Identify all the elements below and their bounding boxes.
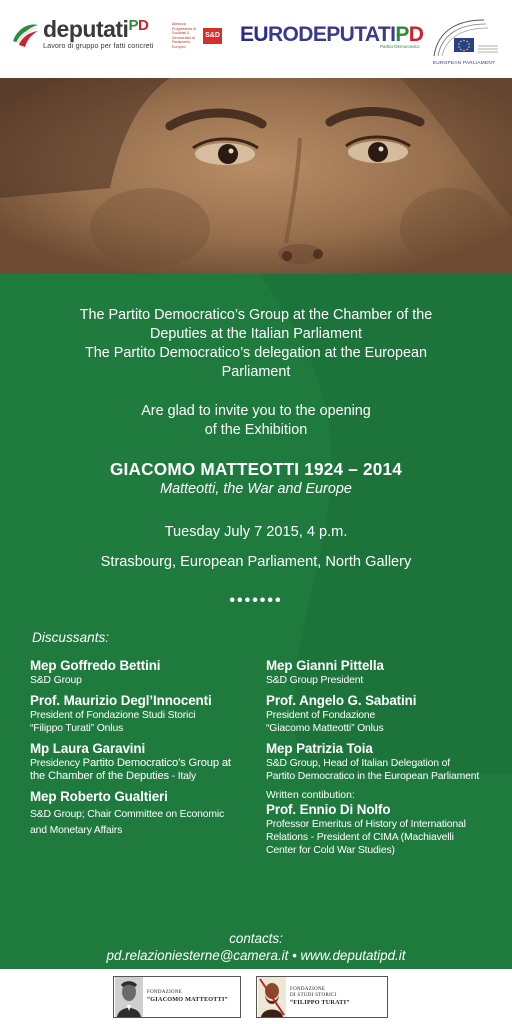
discussant-role: “Filippo Turati” Onlus [30,723,124,734]
discussant-sabatini [266,693,506,735]
european-parliament-label: EUROPEAN PARLIAMENT [432,61,496,66]
invite-line-1: Are glad to invite you to the opening [141,403,371,419]
invitation-panel [0,274,512,969]
sd-logo-box: S&D [203,28,222,44]
discussant-name: Mep Goffredo Bettini [30,658,161,673]
italian-flag-swoosh-icon [10,19,40,49]
matteotti-photo-icon [115,977,143,1017]
deputati-tagline: Lavoro di gruppo per fatti concreti [43,41,154,50]
event-date: Tuesday July 7 2015, 4 p.m. [164,524,348,540]
exhibition-title: GIACOMO MATTEOTTI 1924 – 2014 [109,459,402,479]
fondazione-matteotti-logo [113,976,241,1018]
discussant-role: S&D Group, Head of Italian Delegation of [266,758,451,769]
contacts-line[interactable]: pd.relazioniesterne@camera.it • www.deputatipd.it [106,948,406,963]
invite-line-2: of the Exhibition [204,422,308,438]
discussant-role: S&D Group [30,675,82,686]
discussants-right-column [266,658,506,863]
sd-logo-text: Alleanza Progressista di Socialisti & Democratici al Parlamento Europeo [172,22,196,49]
pd-mark: PD [395,23,424,46]
discussant-role: Partito Democratico in the European Parliament [266,771,480,782]
host-line-4: Parliament [221,364,291,380]
contributor-role: Relations - President of CIMA (Machiavelli [266,832,454,843]
exhibition-subtitle: Matteotti, the War and Europe [160,481,352,497]
written-contribution [266,789,506,857]
discussants-label: Discussants: [32,630,110,645]
discussant-name: Mep Gianni Pittella [266,658,384,673]
matteotti-portrait [0,78,512,274]
host-line-2: Deputies at the Italian Parliament [150,326,362,342]
invitation-statement [0,402,512,440]
contacts-block [0,930,512,964]
contributor-name: Prof. Ennio Di Nolfo [266,802,391,817]
discussant-role: S&D Group President [266,675,364,686]
contributor-role: Professor Emeritus of History of International [266,819,466,830]
discussants-left-column [30,658,260,844]
discussant-garavini [30,741,260,783]
pd-mark: PD [128,17,149,34]
discussant-role: the Chamber of the Deputies - Italy [30,770,197,782]
eurodeputati-wordmark: EURODEPUTATIPD [240,23,424,46]
fondazione-matteotti-text: FONDAZIONE “GIACOMO MATTEOTTI” [147,990,228,1003]
eurodeputati-pd-logo [240,24,423,49]
fondazione-turati-text: FONDAZIONE DI STUDI STORICI “FILIPPO TURATI” [290,987,350,1006]
contacts-label: contacts: [229,931,283,946]
discussant-role: and Monetary Affairs [30,825,123,836]
section-separator: ••••••• [229,592,283,609]
european-parliament-emblem-icon [428,16,500,60]
fondazione-turati-logo [256,976,388,1018]
deputati-pd-logo [10,18,154,50]
host-line-1: The Partito Democratico’s Group at the Chamber of the [79,307,433,323]
discussant-name: Prof. Maurizio Degl’Innocenti [30,693,212,708]
discussant-deglinnocenti [30,693,260,735]
discussant-toia [266,741,506,783]
event-place: Strasbourg, European Parliament, North Gallery [100,554,412,570]
discussant-role: Presidency Partito Democratico’s Group at [30,757,231,769]
eurodeputati-subtitle: Partito Democratico [380,44,420,49]
discussant-name: Prof. Angelo G. Sabatini [266,693,417,708]
deputati-wordmark: deputatiPD [43,16,149,42]
discussant-name: Mp Laura Garavini [30,741,146,756]
logo-header [0,0,512,78]
discussant-role: S&D Group; Chair Committee on Economic [30,809,225,820]
discussant-name: Mep Patrizia Toia [266,741,373,756]
european-parliament-logo [428,16,500,66]
discussant-bettini [30,658,260,687]
discussant-name: Mep Roberto Gualtieri [30,789,168,804]
written-contribution-label: Written contibution: [266,790,355,801]
foundations-footer [0,969,512,1024]
host-statement [0,306,512,382]
turati-portrait-icon [258,977,286,1017]
discussant-role: President of Fondazione Studi Storici [30,710,196,721]
discussant-role: President of Fondazione [266,710,376,721]
contributor-role: Center for Cold War Studies) [266,845,395,856]
host-line-3: The Partito Democratico’s delegation at the European [84,345,428,361]
discussant-pittella [266,658,506,687]
portrait-illustration [0,78,512,274]
sd-group-logo [172,22,222,49]
discussant-gualtieri [30,789,260,838]
discussant-role: “Giacomo Matteotti” Onlus [266,723,384,734]
